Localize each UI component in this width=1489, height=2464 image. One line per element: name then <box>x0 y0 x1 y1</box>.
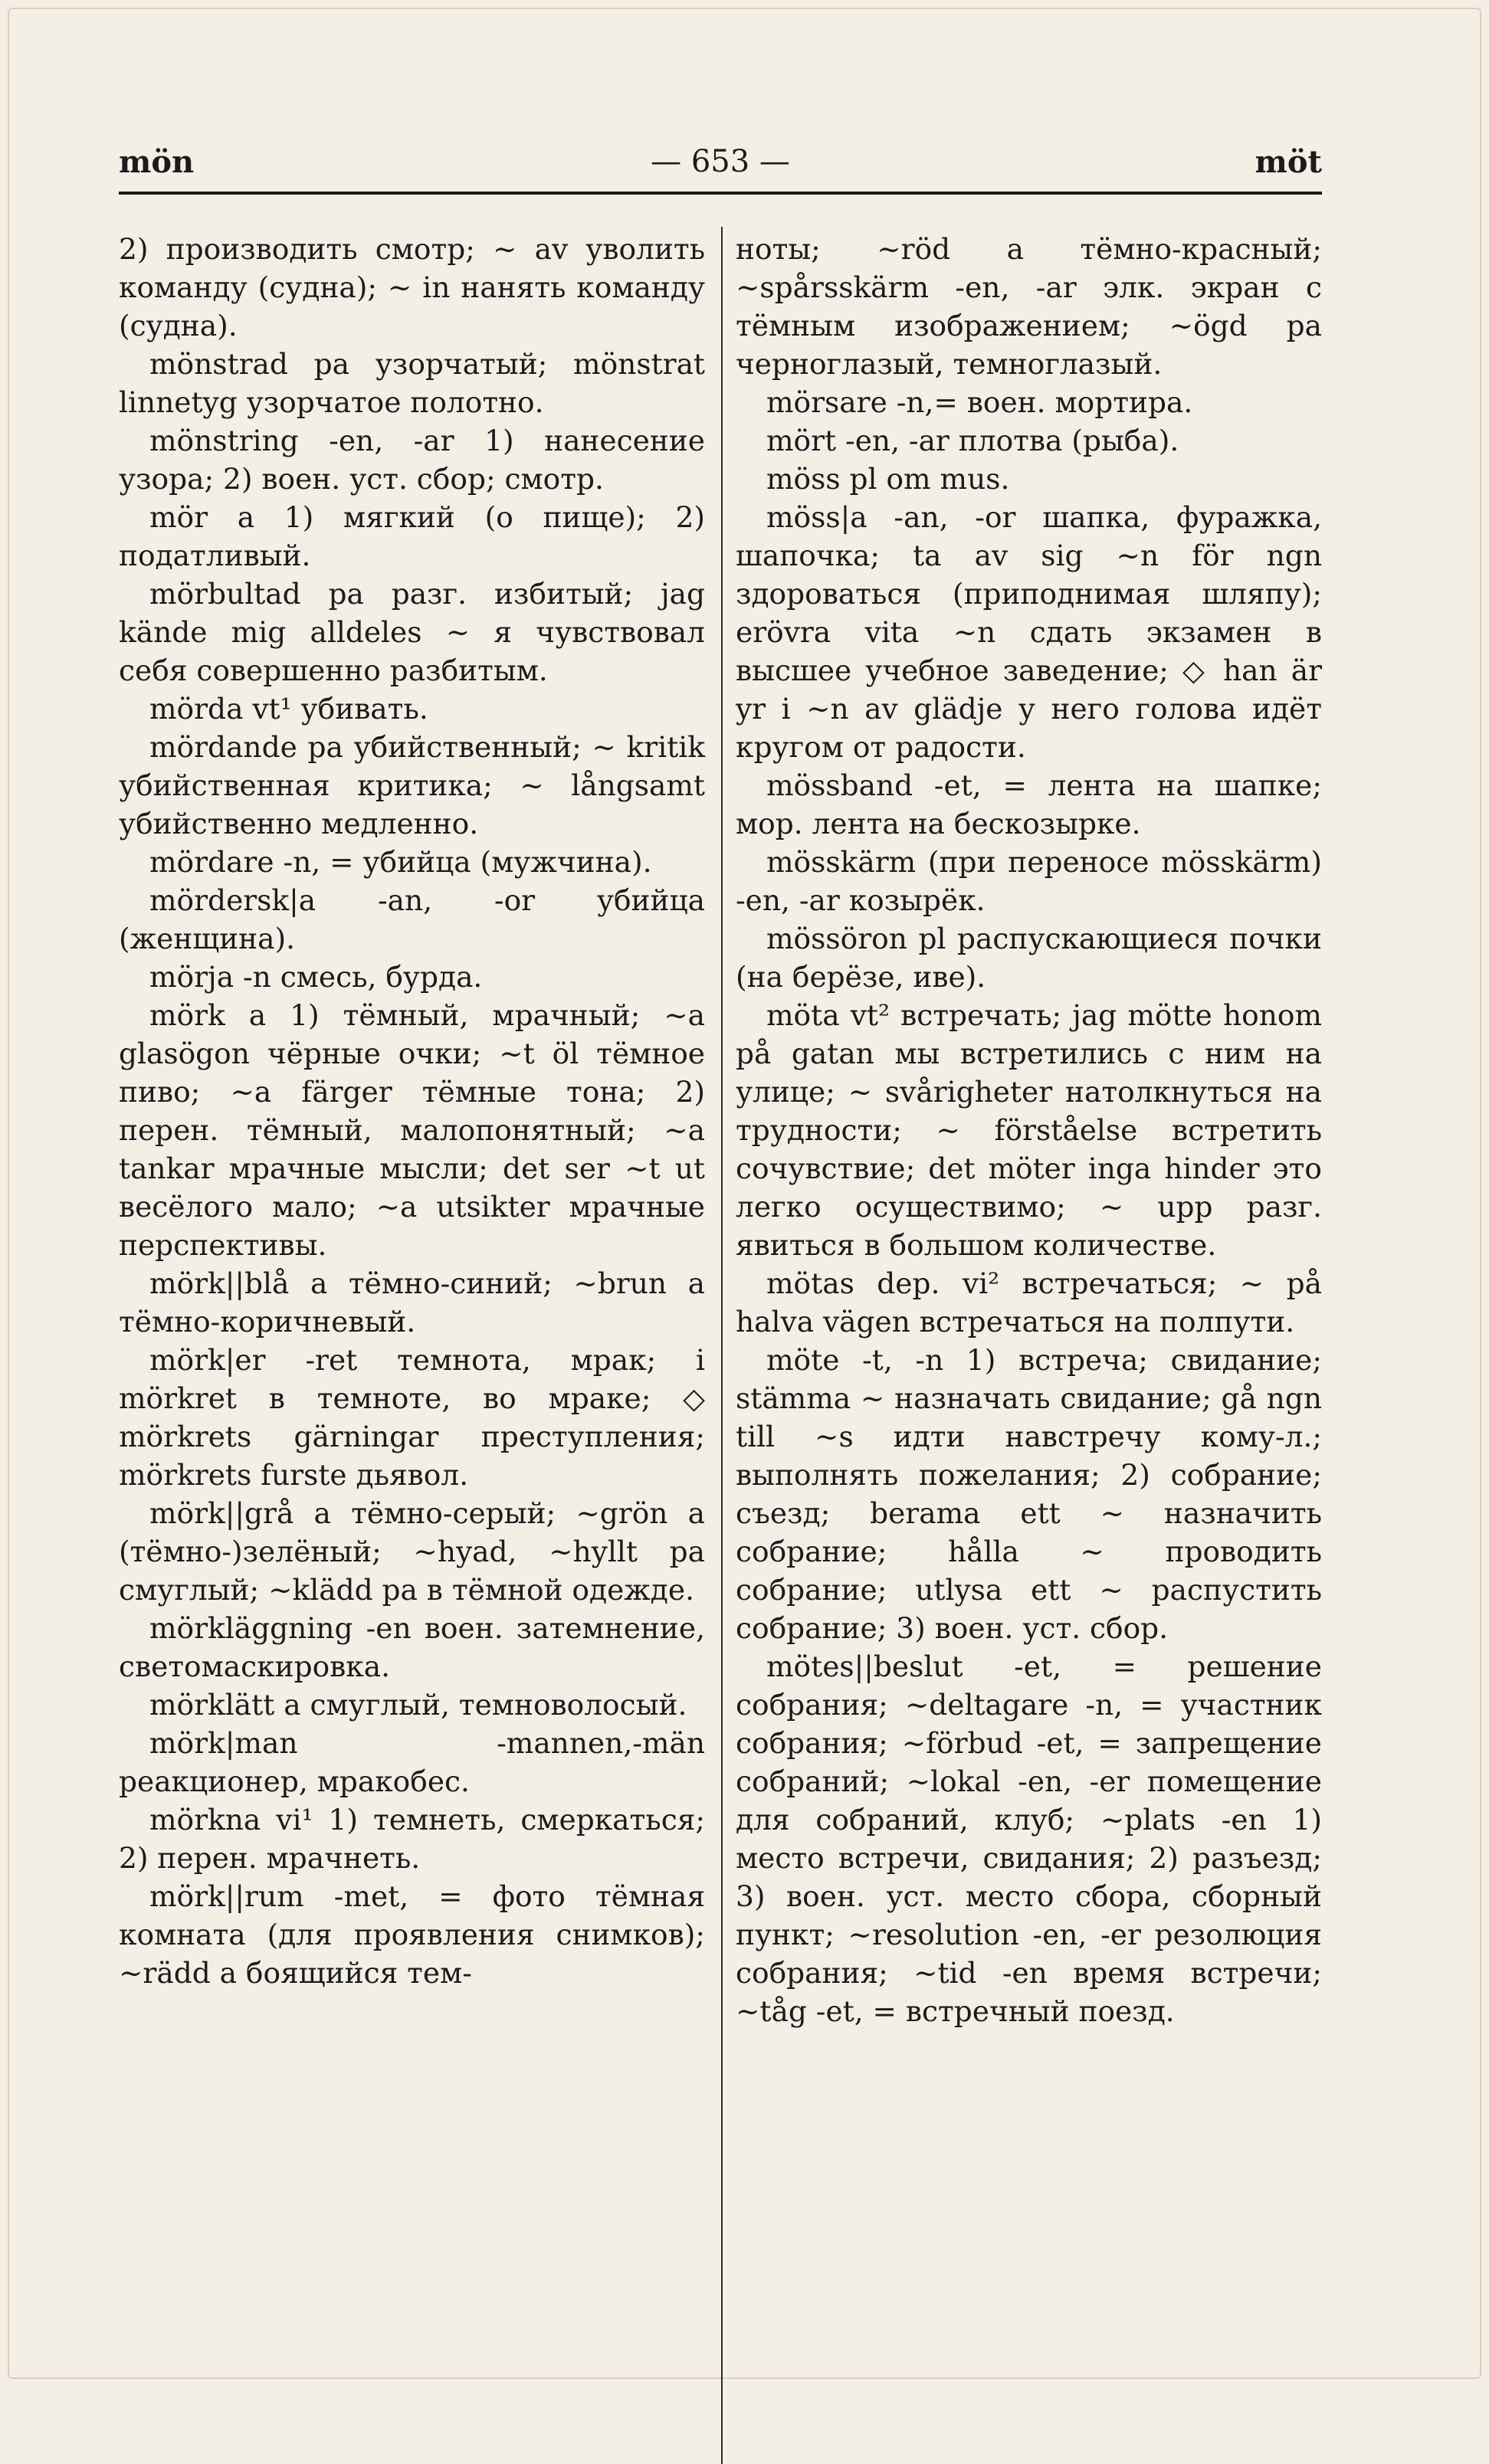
dictionary-entry: mörk||blå a тёмно-синий; ~brun a тёмно-коричневый. <box>119 1266 705 1338</box>
dictionary-entry: mördande pa убийственный; ~ kritik убийственная критика; ~ långsamt убийственно медленно. <box>119 730 705 840</box>
dictionary-entry: möss|a -an, -or шапка, фуражка, шапочка; ta av sig ~n för ngn здороваться (приподнимая шляпу); erövra vita ~n сдать экзамен в высшее учебное заведение; ◇ han är yr i ~n av glädje у него голова идёт кругом от радости. <box>736 500 1322 764</box>
dictionary-entry: mör a 1) мягкий (о пище); 2) податливый. <box>119 500 705 572</box>
header-rule <box>119 192 1322 195</box>
dictionary-entry: mördare -n, = убийца (мужчина). <box>149 845 652 879</box>
dictionary-entry: mörk|er -ret темнота, мрак; i mörkret в темноте, во мраке; ◇ mörkrets gärningar преступления; mörkrets furste дьявол. <box>119 1343 705 1492</box>
dictionary-entry: 2) производить смотр; ~ av уволить команду (судна); ~ in нанять команду (судна). <box>119 232 705 342</box>
dictionary-entry: mönstring -en, -ar 1) нанесение узора; 2) воен. уст. сбор; смотр. <box>119 424 705 496</box>
header-right-guide-word: möt <box>1254 144 1322 180</box>
dictionary-entry: möta vt² встречать; jag mötte honom på gatan мы встретились с ним на улице; ~ svårigheter натолкнуться на трудности; ~ förståelse встретить сочувствие; det möter inga hinder это легко осуществимо; ~ upp разг. явиться в большом количестве. <box>736 998 1322 1262</box>
right-column <box>736 230 1322 2030</box>
dictionary-entry: mötas dep. vi² встречаться; ~ på halva vägen встречаться на полпути. <box>736 1266 1322 1338</box>
dictionary-entry: mörk||rum -met, = фото тёмная комната (для проявления снимков); ~rädd a боящийся тем- <box>119 1879 705 1990</box>
dictionary-entry: mörsare -n,= воен. мортира. <box>766 385 1193 419</box>
dictionary-entry: mörk|man -mannen,-män реакционер, мракобес. <box>119 1726 705 1798</box>
dictionary-entry: mörklätt a смуглый, темноволосый. <box>149 1688 687 1722</box>
page-number: — 653 — <box>651 144 790 179</box>
dictionary-entry: mörda vt¹ убивать. <box>149 692 428 726</box>
dictionary-entry: mössöron pl распускающиеся почки (на берёзе, иве). <box>736 922 1322 994</box>
dictionary-entry: ноты; ~röd a тёмно-красный; ~spårsskärm -en, -ar элк. экран с тёмным изображением; ~ögd pa черноглазый, темноглазый. <box>736 232 1322 381</box>
dictionary-entry: mötes||beslut -et, = решение собрания; ~deltagare -n, = участник собрания; ~förbud -et, = запрещение собраний; ~lokal -en, -er помещение для собраний, клуб; ~plats -en 1) место встречи, свидания; 2) разъезд; 3) воен. уст. место сбора, сборный пункт; ~resolution -en, -er резолюция собрания; ~tid -en время встречи; ~tåg -et, = встречный поезд. <box>736 1650 1322 2028</box>
dictionary-entry: mörja -n смесь, бурда. <box>149 960 483 994</box>
dictionary-entry: mörkna vi¹ 1) темнеть, смеркаться; 2) перен. мрачнеть. <box>119 1803 705 1875</box>
left-column <box>119 230 705 1992</box>
dictionary-entry: möss pl om mus. <box>766 462 1010 496</box>
dictionary-entry: mösskärm (при переносе mösskärm) -en, -ar козырёк. <box>736 845 1322 917</box>
dictionary-entry: mönstrad pa узорчатый; mönstrat linnetyg узорчатое полотно. <box>119 347 705 419</box>
dictionary-entry: mört -en, -ar плотва (рыба). <box>766 424 1179 457</box>
dictionary-entry: mörk||grå a тёмно-серый; ~grön a (тёмно-)зелёный; ~hyad, ~hyllt pa смуглый; ~klädd pa в тёмной одежде. <box>119 1496 705 1607</box>
dictionary-entry: mörbultad pa разг. избитый; jag kände mig alldeles ~ я чувствовал себя совершенно разбитым. <box>119 577 705 687</box>
dictionary-entry: mörkläggning -en воен. затемнение, светомаскировка. <box>119 1611 705 1683</box>
dictionary-entry: möte -t, -n 1) встреча; свидание; stämma ~ назначать свидание; gå ngn till ~s идти навстречу кому-л.; выполнять пожелания; 2) собрание; съезд; berama ett ~ назначить собрание; hålla ~ проводить собрание; utlysa ett ~ распустить собрание; 3) воен. уст. сбор. <box>736 1343 1322 1645</box>
dictionary-entry: mössband -et, = лента на шапке; мор. лента на бескозырке. <box>736 768 1322 840</box>
dictionary-entry: mörk a 1) тёмный, мрачный; ~a glasögon чёрные очки; ~t öl тёмное пиво; ~a färger тёмные тона; 2) перен. тёмный, малопонятный; ~a tankar мрачные мысли; det ser ~t ut весёлого мало; ~a utsikter мрачные перспективы. <box>119 998 705 1262</box>
dictionary-entry: mördersk|a -an, -or убийца (женщина). <box>119 883 705 955</box>
column-divider <box>721 227 723 2464</box>
header-left-guide-word: mön <box>119 144 195 180</box>
page-header <box>119 144 1322 190</box>
